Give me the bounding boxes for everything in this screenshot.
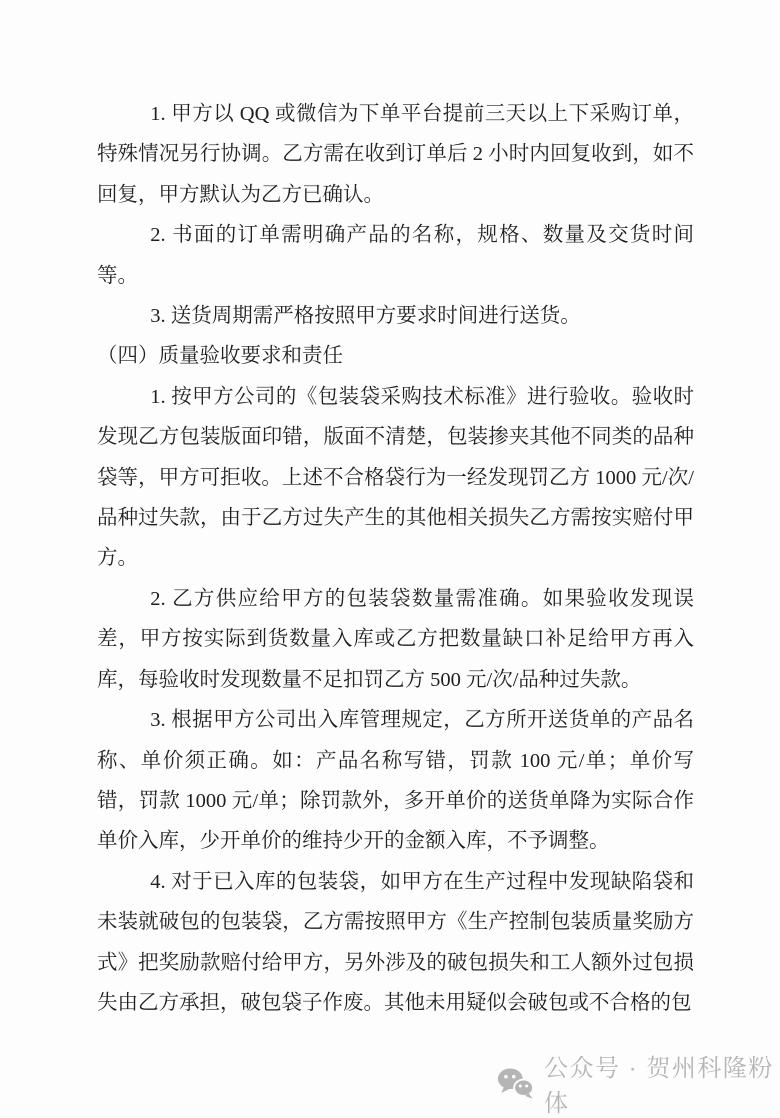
paragraph: 1. 甲方以 QQ 或微信为下单平台提前三天以上下采购订单，特殊情况另行协调。乙方需在收到订单后 2 小时内回复收到，如不回复，甲方默认为乙方已确认。 (97, 103, 694, 206)
paragraph: 4. 对于已入库的包装袋，如甲方在生产过程中发现缺陷袋和未装就破包的包装袋，乙方需按照甲方《生产控制包装质量奖励方式》把奖励款赔付给甲方，另外涉及的破包损失和工人额外过包损失由乙方承担，破包袋子作废。其他未用疑似会破包或不合格的包 (97, 870, 694, 1014)
paragraph: 3. 送货周期需严格按照甲方要求时间进行送货。 (150, 305, 581, 328)
paragraph: 1. 按甲方公司的《包装袋采购技术标准》进行验收。验收时发现乙方包装版面印错，版面不清楚，包装掺夹其他不同类的品种袋等，甲方可拒收。上述不合格袋行为一经发现罚乙方 1000 元/次/品种过失款，由于乙方过失产生的其他相关损失乙方需按实赔付甲方。 (97, 385, 694, 570)
document-body (97, 94, 694, 1023)
paragraph: 3. 根据甲方公司出入库管理规定，乙方所开送货单的产品名称、单价须正确。如：产品名称写错，罚款 100 元/单；单价写错，罚款 1000 元/单；除罚款外，多开单价的送货单降为实际合作单价入库，少开单价的维持少开的金额入库，不予调整。 (97, 709, 694, 853)
wechat-icon (497, 1067, 535, 1100)
section-heading: （四）质量验收要求和责任 (97, 345, 343, 368)
watermark-text: 公众号 · 贺州科隆粉体 (544, 1055, 774, 1117)
watermark (497, 1048, 780, 1118)
paragraph: 2. 书面的订单需明确产品的名称，规格、数量及交货时间等。 (97, 224, 694, 287)
paragraph: 2. 乙方供应给甲方的包装袋数量需准确。如果验收发现误差，甲方按实际到货数量入库或乙方把数量缺口补足给甲方再入库，每验收时发现数量不足扣罚乙方 500 元/次/品种过失款。 (97, 587, 694, 691)
